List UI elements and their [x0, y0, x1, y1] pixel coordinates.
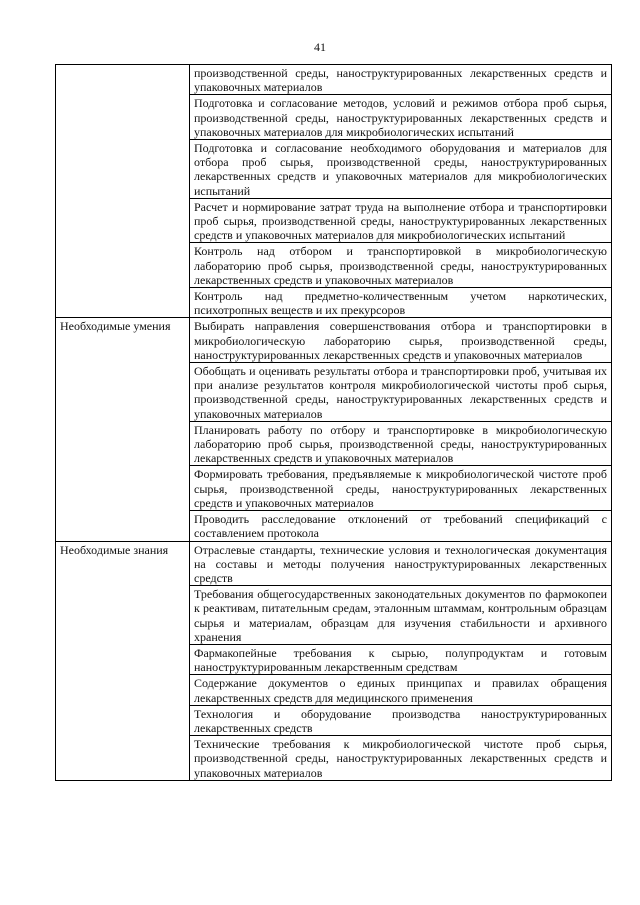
row-text: Выбирать направления совершенствования отбора и транспортировки в микробиологическую лабораторию сырья, производственной среды, наноструктурированных лекарственных средств и упаковочных материалов — [190, 318, 612, 363]
row-text: Отраслевые стандарты, технические условия и технологическая документация на составы и методы получения наноструктурированных лекарственных средств — [190, 541, 612, 586]
empty-label-cell — [56, 65, 190, 318]
knowledge-label: Необходимые знания — [56, 541, 190, 780]
row-text: Содержание документов о единых принципах и правилах обращения лекарственных средств для медицинского применения — [190, 675, 612, 705]
skills-label: Необходимые умения — [56, 318, 190, 541]
page-number: 41 — [314, 40, 326, 54]
row-text: Подготовка и согласование необходимого оборудования и материалов для отбора проб сырья, производственной среды, наноструктурированных лекарственных средств и упаковочных материалов для микробиологических испытаний — [190, 140, 612, 199]
row-text: Подготовка и согласование методов, условий и режимов отбора проб сырья, производственной среды, наноструктурированных лекарственных средств и упаковочных материалов для микробиологических испытаний — [190, 95, 612, 140]
row-text: Планировать работу по отбору и транспортировке в микробиологическую лабораторию проб сырья, производственной среды, наноструктурированных лекарственных средств и упаковочных материалов — [190, 421, 612, 466]
row-text: Проводить расследование отклонений от требований спецификаций с составлением протокола — [190, 511, 612, 541]
table-row — [56, 541, 612, 586]
row-text: Контроль над отбором и транспортировкой в микробиологическую лабораторию проб сырья, производственной среды, наноструктурированных лекарственных средств и упаковочных материалов — [190, 243, 612, 288]
row-text: производственной среды, наноструктурированных лекарственных средств и упаковочных материалов — [190, 65, 612, 95]
row-text: Контроль над предметно-количественным учетом наркотических, психотропных веществ и их прекурсоров — [190, 288, 612, 318]
competency-table — [55, 64, 612, 781]
row-text: Технические требования к микробиологической чистоте проб сырья, производственной среды, наноструктурированных лекарственных средств и упаковочных материалов — [190, 736, 612, 781]
row-text: Технология и оборудование производства наноструктурированных лекарственных средств — [190, 705, 612, 735]
table-row — [56, 65, 612, 95]
table-row — [56, 318, 612, 363]
row-text: Требования общегосударственных законодательных документов по фармокопеи к реактивам, питательным средам, эталонным штаммам, контрольным образцам сырья и материалам, образцам для изучения стабильности и архивного хранения — [190, 586, 612, 645]
row-text: Фармакопейные требования к сырью, полупродуктам и готовым наноструктурированным лекарственным средствам — [190, 644, 612, 674]
row-text: Расчет и нормирование затрат труда на выполнение отбора и транспортировки проб сырья, производственной среды, наноструктурированных лекарственных средств и упаковочных материалов для микробиологических испытаний — [190, 198, 612, 243]
row-text: Обобщать и оценивать результаты отбора и транспортировки проб, учитывая их при анализе результатов контроля микробиологической чистоты проб сырья, производственной среды, наноструктурированных лекарственных средств и упаковочных материалов — [190, 363, 612, 422]
row-text: Формировать требования, предъявляемые к микробиологической чистоте проб сырья, производственной среды, наноструктурированных лекарственных средств и упаковочных материалов — [190, 466, 612, 511]
